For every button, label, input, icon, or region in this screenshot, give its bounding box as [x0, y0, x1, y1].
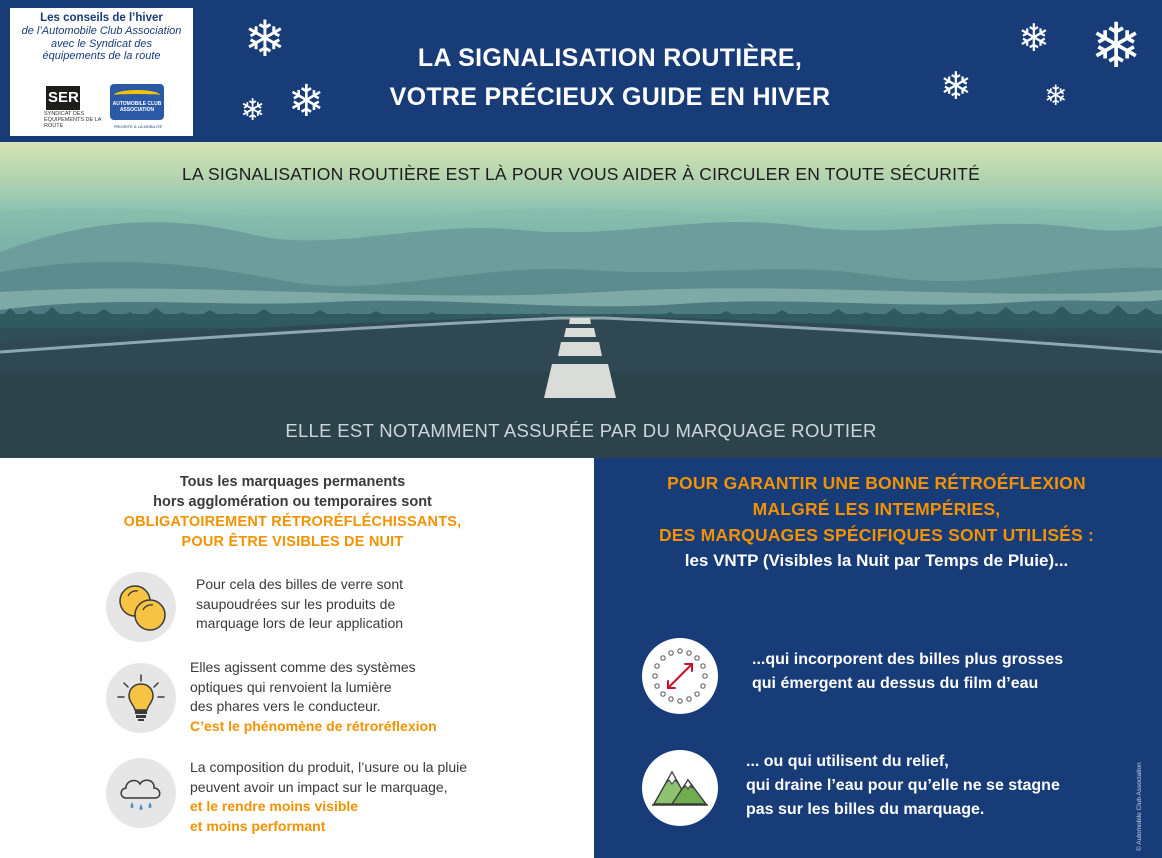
right-heading-subtitle: les VNTP (Visibles la Nuit par Temps de Pluie)... — [684, 551, 1069, 570]
text-line: saupoudrées sur les produits de — [196, 595, 396, 612]
text-line: marquage lors de leur application — [196, 615, 404, 631]
right-item-text — [746, 750, 1060, 822]
right-item-text — [752, 648, 1063, 696]
right-heading-highlight: DES MARQUAGES SPÉCIFIQUES SONT UTILISÉS : — [658, 525, 1095, 545]
lightbulb-icon — [106, 663, 176, 733]
text-line: Elles agissent comme des systèmes — [190, 659, 416, 675]
copyright-text: © Automobile Club Association — [1136, 762, 1143, 851]
text-line: optiques qui renvoient la lumière — [190, 678, 392, 695]
text-line: ... ou qui utilisent du relief, — [746, 753, 949, 770]
left-item-text — [190, 758, 467, 836]
left-item-text — [190, 658, 437, 736]
brand-line: Les conseils de l’hiver — [40, 12, 163, 24]
text-line: des phares vers le conducteur. — [190, 698, 381, 714]
snowflake-icon: ❄ — [1044, 80, 1068, 111]
ser-logo — [44, 86, 100, 132]
road-landscape-illustration — [0, 142, 1162, 458]
text-line: pas sur les billes du marquage. — [746, 801, 985, 818]
aca-logo-subtitle: PRIORITÉ À LA MOBILITÉ — [113, 124, 163, 129]
snowflake-icon: ❄ — [1090, 12, 1142, 81]
rain-cloud-icon — [106, 758, 176, 828]
text-line: La composition du produit, l’usure ou la pluie — [190, 759, 468, 775]
aca-logo — [108, 80, 168, 132]
right-heading — [614, 470, 1139, 574]
text-line: Pour cela des billes de verre sont — [196, 576, 403, 592]
left-item-text — [196, 575, 403, 634]
left-heading-highlight: POUR ÊTRE VISIBLES DE NUIT — [181, 534, 404, 550]
glass-beads-icon — [106, 572, 176, 642]
snowflake-icon: ❄ — [288, 77, 325, 126]
left-heading-line: hors agglomération ou temporaires sont — [153, 494, 432, 510]
right-heading-highlight: POUR GARANTIR UNE BONNE RÉTROÉFLEXION — [667, 473, 1086, 493]
snowflake-icon: ❄ — [244, 11, 286, 67]
text-line: ...qui incorporent des billes plus grosses — [752, 651, 1064, 668]
aca-logo-text: AUTOMOBILE CLUB ASSOCIATION — [112, 101, 162, 113]
left-heading-highlight: OBLIGATOIREMENT RÉTRORÉFLÉCHISSANTS, — [123, 514, 462, 530]
text-highlight: et moins performant — [190, 817, 326, 834]
text-highlight: et le rendre moins visible — [190, 798, 359, 814]
intro-text: LA SIGNALISATION ROUTIÈRE EST LÀ POUR VOUS AIDER À CIRCULER EN TOUTE SÉCURITÉ — [182, 164, 980, 184]
left-column — [0, 458, 594, 858]
brand-line: de l’Automobile Club Association — [21, 25, 182, 37]
relief-mountains-icon — [642, 750, 718, 826]
text-line: peuvent avoir un impact sur le marquage, — [190, 778, 448, 795]
road-marking-caption: ELLE EST NOTAMMENT ASSURÉE PAR DU MARQUAGE ROUTIER — [285, 420, 877, 441]
aca-logo-badge — [110, 84, 164, 120]
brand-line: équipements de la route — [42, 50, 161, 62]
brand-box — [10, 8, 193, 136]
snowflake-icon: ❄ — [1018, 18, 1050, 60]
text-line: qui draine l’eau pour qu’elle ne se stagne — [746, 777, 1060, 794]
brand-line: avec le Syndicat des — [51, 37, 152, 50]
left-heading — [60, 472, 525, 552]
right-heading-highlight: MALGRÉ LES INTEMPÉRIES, — [752, 499, 1001, 519]
snowflake-icon: ❄ — [940, 66, 972, 108]
copyright-notice — [1132, 738, 1144, 858]
ser-logo-text: SYNDICAT DES ÉQUIPEMENTS DE LA ROUTE — [44, 111, 102, 129]
large-beads-icon — [642, 638, 718, 714]
right-column — [594, 458, 1162, 858]
ser-logo-mark: SER — [46, 86, 80, 110]
page-title-line-1: LA SIGNALISATION ROUTIÈRE, — [417, 44, 803, 72]
landscape-graphic — [0, 142, 1162, 458]
text-highlight: C’est le phénomène de rétroréflexion — [190, 717, 437, 734]
header-banner — [0, 0, 1162, 142]
text-line: qui émergent au dessus du film d’eau — [752, 675, 1039, 692]
snowflake-icon: ❄ — [240, 94, 266, 127]
page-title-line-2: VOTRE PRÉCIEUX GUIDE EN HIVER — [389, 83, 831, 111]
left-heading-line: Tous les marquages permanents — [179, 474, 406, 490]
